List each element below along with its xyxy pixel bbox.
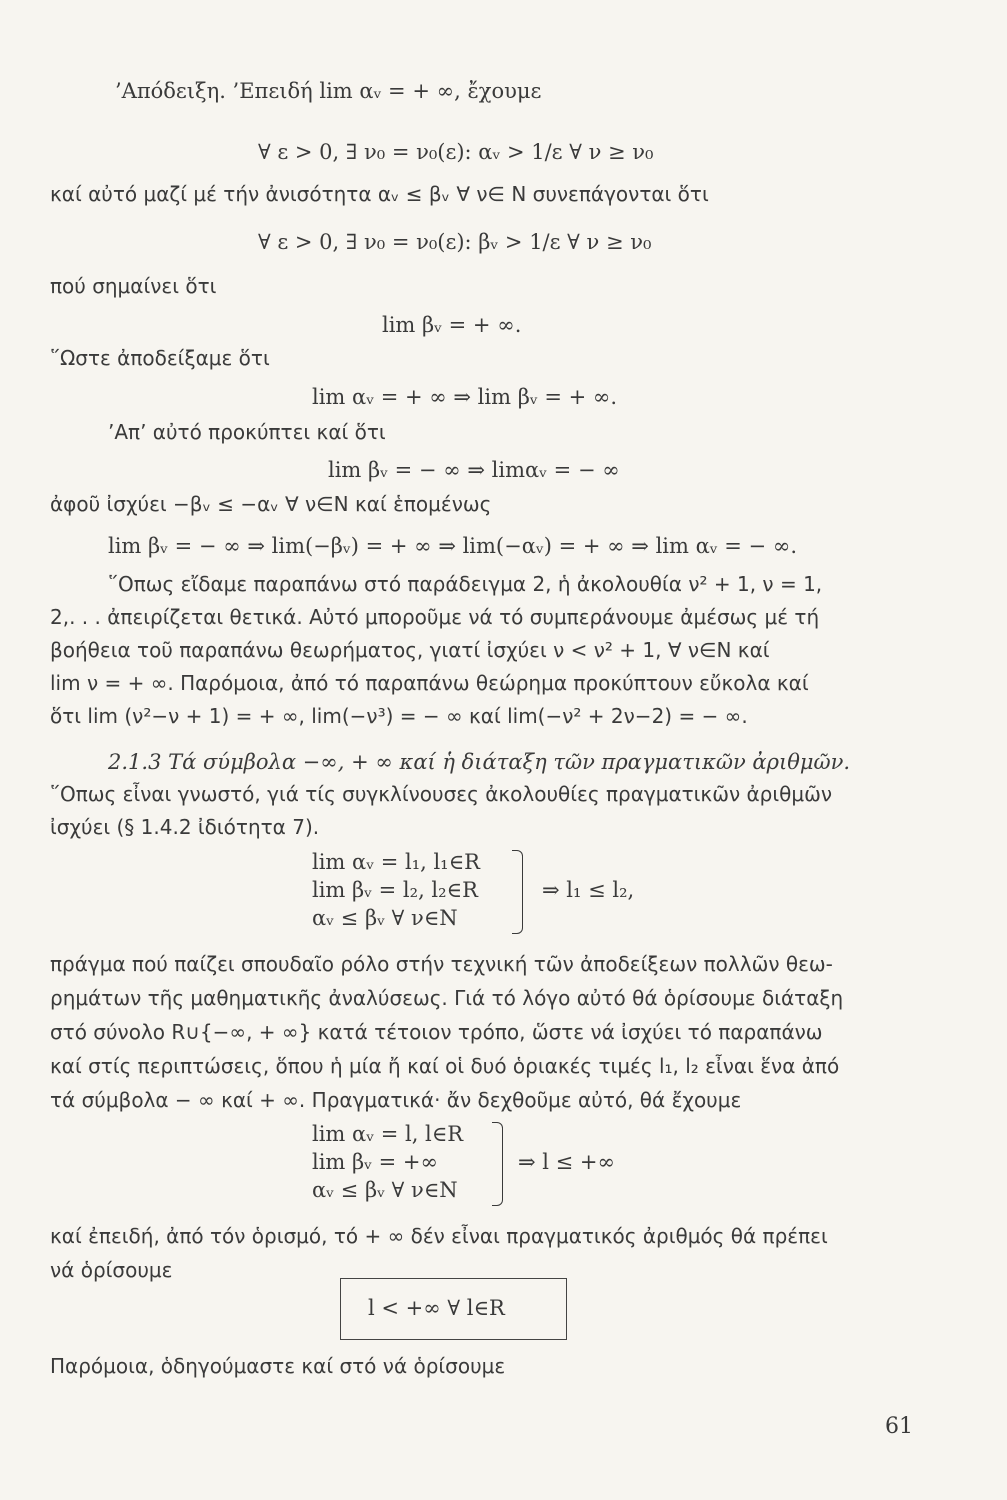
- system-line: lim βᵥ = +∞: [312, 1150, 439, 1174]
- text-line: βοήθεια τοῦ παραπάνω θεωρήματος, γιατί ἰσχύει ν < ν² + 1, ∀ ν∈N καί: [50, 638, 770, 662]
- text-line: ῞Ωστε ἀποδείξαμε ὅτι: [50, 346, 270, 370]
- text-line: νά ὁρίσουμε: [50, 1258, 173, 1282]
- formula-lim-beta: lim βᵥ = + ∞.: [382, 313, 522, 337]
- brace: [492, 1122, 503, 1206]
- section-heading: 2.1.3 Τά σύμβολα −∞, + ∞ καί ἡ διάταξη τῶν πραγματικῶν ἀριθμῶν.: [108, 750, 851, 774]
- text-line: lim ν = + ∞. Παρόμοια, ἀπό τό παραπάνω θεώρημα προκύπτουν εὔκολα καί: [50, 671, 809, 695]
- system-line: lim αᵥ = l, l∈R: [312, 1122, 464, 1146]
- system-line: lim βᵥ = l₂, l₂∈R: [312, 878, 478, 902]
- text-line: ῞Οπως εἴδαμε παραπάνω στό παράδειγμα 2, ἡ ἀκολουθία ν² + 1, ν = 1,: [108, 572, 823, 596]
- text-line: ἀφοῦ ἰσχύει −βᵥ ≤ −αᵥ ∀ ν∈N καί ἑπομένως: [50, 492, 492, 516]
- text-line: καί στίς περιπτώσεις, ὅπου ἡ μία ἤ καί οἱ δυό ὁριακές τιμές l₁, l₂ εἶναι ἕνα ἀπό: [50, 1054, 840, 1078]
- text-line: ὅτι lim (ν²−ν + 1) = + ∞, lim(−ν³) = − ∞ καί lim(−ν² + 2ν−2) = − ∞.: [50, 704, 748, 728]
- proof-intro: ’Απόδειξη. ’Επειδή lim αᵥ = + ∞, ἔχουμε: [115, 79, 542, 103]
- system-conclusion: ⇒ l ≤ +∞: [518, 1150, 616, 1174]
- text-line: καί αὐτό μαζί μέ τήν ἀνισότητα αᵥ ≤ βᵥ ∀ ν∈ N συνεπάγονται ὅτι: [50, 182, 709, 206]
- page-number: 61: [885, 1414, 913, 1439]
- text-line: ’Απ’ αὐτό προκύπτει καί ὅτι: [108, 420, 386, 444]
- text-line: ῞Οπως εἶναι γνωστό, γιά τίς συγκλίνουσες ἀκολουθίες πραγματικῶν ἀριθμῶν: [50, 782, 833, 806]
- text-line: Παρόμοια, ὁδηγούμαστε καί στό νά ὁρίσουμε: [50, 1354, 506, 1378]
- text-line: καί ἐπειδή, ἀπό τόν ὁρισμό, τό + ∞ δέν εἶναι πραγματικός ἀριθμός θά πρέπει: [50, 1224, 828, 1248]
- system-conclusion: ⇒ l₁ ≤ l₂,: [542, 878, 635, 902]
- text-line: πράγμα πού παίζει σπουδαῖο ρόλο στήν τεχνική τῶν ἀποδείξεων πολλῶν θεω-: [50, 952, 833, 976]
- text-line: στό σύνολο R∪{−∞, + ∞} κατά τέτοιον τρόπο, ὥστε νά ἰσχύει τό παραπάνω: [50, 1020, 823, 1044]
- formula-chain: lim βᵥ = − ∞ ⇒ lim(−βᵥ) = + ∞ ⇒ lim(−αᵥ) = + ∞ ⇒ lim αᵥ = − ∞.: [108, 534, 797, 558]
- system-line: αᵥ ≤ βᵥ ∀ ν∈N: [312, 1178, 458, 1202]
- text-line: τά σύμβολα − ∞ καί + ∞. Πραγματικά· ἄν δεχθοῦμε αὐτό, θά ἔχουμε: [50, 1088, 742, 1112]
- text-line: ρημάτων τῆς μαθηματικῆς ἀναλύσεως. Γιά τό λόγο αὐτό θά ὁρίσουμε διάταξη: [50, 986, 844, 1010]
- boxed-definition: l < +∞ ∀ l∈R: [368, 1296, 505, 1320]
- formula-minus-inf: lim βᵥ = − ∞ ⇒ limαᵥ = − ∞: [328, 458, 620, 482]
- system-line: αᵥ ≤ βᵥ ∀ ν∈N: [312, 906, 458, 930]
- formula-alpha-divergence: ∀ ε > 0, ∃ ν₀ = ν₀(ε): αᵥ > 1/ε ∀ ν ≥ ν₀: [258, 140, 654, 164]
- text-line: πού σημαίνει ὅτι: [50, 274, 217, 298]
- text-line: 2,. . . ἀπειρίζεται θετικά. Αὐτό μποροῦμε νά τό συμπεράνουμε ἀμέσως μέ τή: [50, 605, 820, 629]
- formula-beta-divergence: ∀ ε > 0, ∃ ν₀ = ν₀(ε): βᵥ > 1/ε ∀ ν ≥ ν₀: [258, 230, 652, 254]
- brace: [512, 850, 523, 934]
- text-line: ἰσχύει (§ 1.4.2 ἰδιότητα 7).: [50, 815, 320, 839]
- system-line: lim αᵥ = l₁, l₁∈R: [312, 850, 480, 874]
- formula-implication: lim αᵥ = + ∞ ⇒ lim βᵥ = + ∞.: [312, 385, 618, 409]
